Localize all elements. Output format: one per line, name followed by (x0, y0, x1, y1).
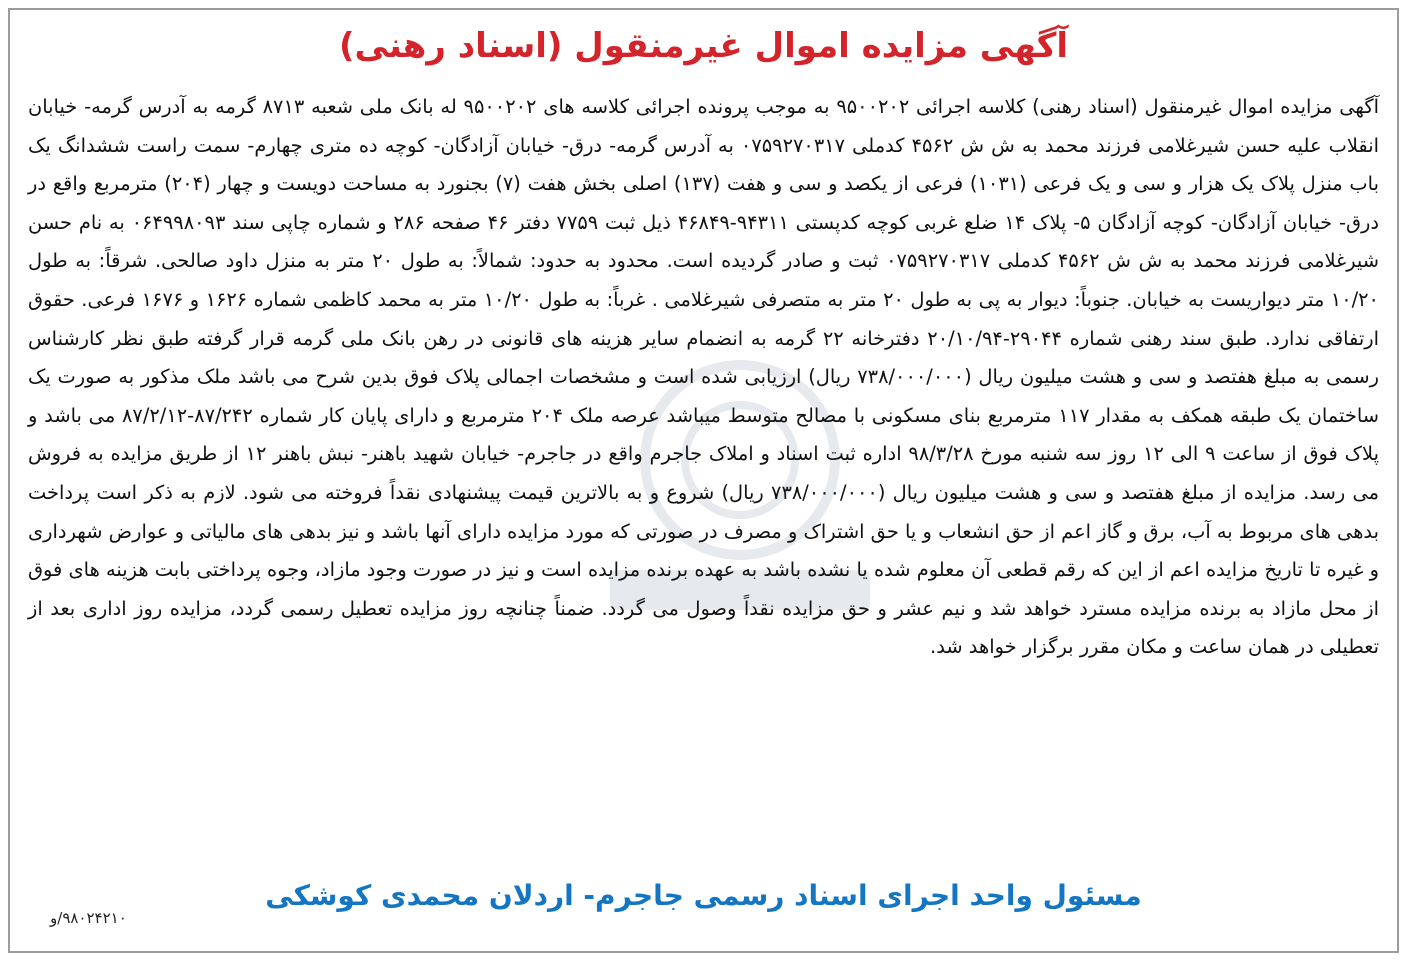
notice-code: ۹۸۰۲۴۲۱۰/و (50, 909, 127, 927)
signature-line: مسئول واحد اجرای اسناد رسمی جاجرم- اردلان محمدی کوشکی (265, 879, 1142, 912)
notice-body: آگهی مزایده اموال غیرمنقول (اسناد رهنی) کلاسه اجرائی ۹۵۰۰۲۰۲ به موجب پرونده اجرائی کلاسه های ۹۵۰۰۲۰۲ له بانک ملی شعبه ۸۷۱۳ گرمه به آدرس گرمه- خیابان انقلاب علیه حسن شیرغلامی فرزند محمد به ش ش ۴۵۶۲ کدملی ۰۷۵۹۲۷۰۳۱۷ به آدرس گرمه- درق- خیابان آزادگان- کوچه ده متری چهارم- سمت راست ششدانگ یک باب منزل پلاک یک هزار و سی و یک فرعی (۱۰۳۱) فرعی از یکصد و سی و هفت (۱۳۷) اصلی بخش هفت (۷) بجنورد به مساحت دویست و چهار (۲۰۴) مترمربع واقع در درق- خیابان آزادگان- کوچه آزادگان ۵- پلاک ۱۴ ضلع غربی کوچه کدپستی ۹۴۳۱۱-۴۶۸۴۹ ذیل ثبت ۷۷۵۹ دفتر ۴۶ صفحه ۲۸۶ و شماره چاپی سند ۰۶۴۹۹۸۰۹۳ به نام حسن شیرغلامی فرزند محمد به ش ش ۴۵۶۲ کدملی ۰۷۵۹۲۷۰۳۱۷ ثبت و صادر گردیده است. محدود به حدود: شمالاً: به طول ۲۰ متر به منزل داود صالحی. شرقاً: به طول ۱۰/۲۰ متر دیواریست به خیابان. جنوباً: دیوار به پی به طول ۲۰ متر به متصرفی شیرغلامی . غرباً: به طول ۱۰/۲۰ متر به محمد کاظمی شماره ۱۶۲۶ و ۱۶۷۶ فرعی. حقوق ارتفاقی ندارد. طبق سند رهنی شماره ۲۹۰۴۴-۲۰/۱۰/۹۴ دفترخانه ۲۲ گرمه به انضمام سایر هزینه های قانونی در رهن بانک ملی گرمه قرار گرفته طبق نظر کارشناس رسمی به مبلغ هفتصد و سی و هشت میلیون ریال (۷۳۸/۰۰۰/۰۰۰ ریال) ارزیابی شده است و مشخصات اجمالی پلاک فوق بدین شرح می باشد ملک مذکور به صورت یک ساختمان یک طبقه همکف به مقدار ۱۱۷ مترمربع بنای مسکونی با مصالح متوسط میباشد عرصه ملک ۲۰۴ مترمربع و دارای پایان کار شماره ۸۷/۲۴۲-۸۷/۲/۱۲ می باشد و پلاک فوق از ساعت ۹ الی ۱۲ روز سه شنبه مورخ ۹۸/۳/۲۸ اداره ثبت اسناد و املاک جاجرم واقع در جاجرم- خیابان شهید باهنر- نبش باهنر ۱۲ از طریق مزایده به فروش می رسد. مزایده از مبلغ هفتصد و سی و هشت میلیون ریال (۷۳۸/۰۰۰/۰۰۰ ریال) شروع و به بالاترین قیمت پیشنهادی نقداً فروخته می شود. لازم به ذکر است پرداخت بدهی های مربوط به آب، برق و گاز اعم از حق انشعاب و یا حق اشتراک و مصرف در صورتی که مورد مزایده دارای آنها باشد و نیز بدهی های مالیاتی و عوارض شهرداری و غیره تا تاریخ مزایده اعم از این که رقم قطعی آن معلوم شده یا نشده باشد به عهده برنده مزایده است و نیز در صورت وجود مازاد، وجوه پرداختی بابت هزینه های فوق از محل مازاد به برنده مزایده مسترد خواهد شد و نیم عشر و حق مزایده نقداً وصول می گردد. ضمناً چنانچه روز مزایده تعطیل رسمی گردد، مزایده روز اداری بعد از تعطیلی در همان ساعت و مکان مقرر برگزار خواهد شد. (28, 95, 1380, 659)
notice-frame (8, 8, 1399, 953)
notice-title: آگهی مزایده اموال غیرمنقول (اسناد رهنی) (338, 26, 1069, 66)
